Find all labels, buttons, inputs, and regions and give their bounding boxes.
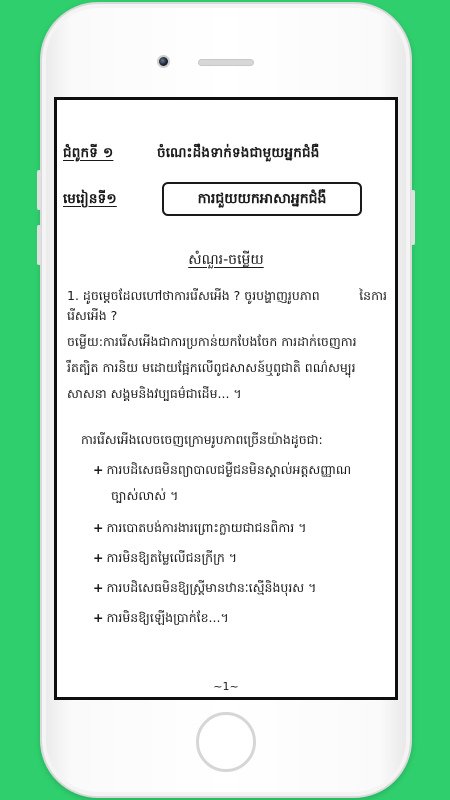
lesson-title-box: ការជួយយកអាសាអ្នកជំងឺ xyxy=(162,182,362,216)
question-line xyxy=(67,288,387,304)
chapter-label: ជំពូកទី ១ xyxy=(63,145,114,161)
volume-button[interactable] xyxy=(37,225,41,265)
bullet-marker: + xyxy=(93,550,104,565)
power-button[interactable] xyxy=(411,190,415,245)
list-intro: ការរើសអើងលេចចេញក្រោមរូបភាពច្រើនយ៉ាងដូចជា: xyxy=(81,432,323,447)
answer-line-2: រឹតត្បិត ការនិយ មដោយផ្អែកលើពូជសាសន៍ឬពូជាតិ ពណ៌សម្បុរ xyxy=(67,360,356,375)
list-item: + ការបដិសេធមិនឱ្យស្ត្រីមានឋានៈស្មើនិងបុរស ។ xyxy=(93,580,317,595)
phone-screen xyxy=(54,97,398,700)
list-item: + ការបោតបង់ការងារព្រោះក្លាយជាជនពិការ ។ xyxy=(93,520,307,535)
bullet-marker: + xyxy=(93,520,104,535)
list-item: + ការបដិសេធមិនព្យាបាលជម្ងឺជនមិនស្គាល់អត្តសញ្ញាណ xyxy=(93,462,352,477)
question-text: 1. ដូចម្តេចដែលហៅថាការរើសអើង ? ចូរបង្ហាញរូបភាព xyxy=(67,288,320,303)
bullet-marker: + xyxy=(93,462,104,477)
answer-line-3: សាសនា សង្គមនិងវប្បធម៌ជាដើម... ។ xyxy=(67,386,242,401)
question-line-2: រើសអើង ? xyxy=(67,308,118,323)
list-item-continuation: ច្បាស់លាស់ ។ xyxy=(111,488,179,503)
speaker-grille xyxy=(198,59,254,66)
list-item: + ការមិនឱ្យឡើងប្រាក់ខែ...។ xyxy=(93,610,229,625)
document-page[interactable] xyxy=(57,100,395,697)
chapter-title: ចំណេះដឹងទាក់ទងជាមួយអ្នកជំងឺ xyxy=(157,145,320,161)
question-text-end: នៃការ xyxy=(359,288,387,303)
list-item: + ការមិនឱ្យតម្លៃលើជនក្រីក្រ ។ xyxy=(93,550,237,565)
bullet-marker: + xyxy=(93,580,104,595)
front-camera-icon xyxy=(157,55,170,68)
bullet-marker: + xyxy=(93,610,104,625)
answer-line-1: ចម្លើយ:ការរើសអើងជាការប្រកាន់យកបែងចែក ការដាក់ចេញការ xyxy=(67,334,357,349)
qa-heading: សំណួរ-ចម្លើយ xyxy=(188,252,264,268)
home-button[interactable] xyxy=(196,712,256,772)
lesson-label: មេរៀនទី១ xyxy=(63,191,117,207)
page-number: ~1~ xyxy=(213,680,239,693)
volume-button[interactable] xyxy=(37,170,41,210)
